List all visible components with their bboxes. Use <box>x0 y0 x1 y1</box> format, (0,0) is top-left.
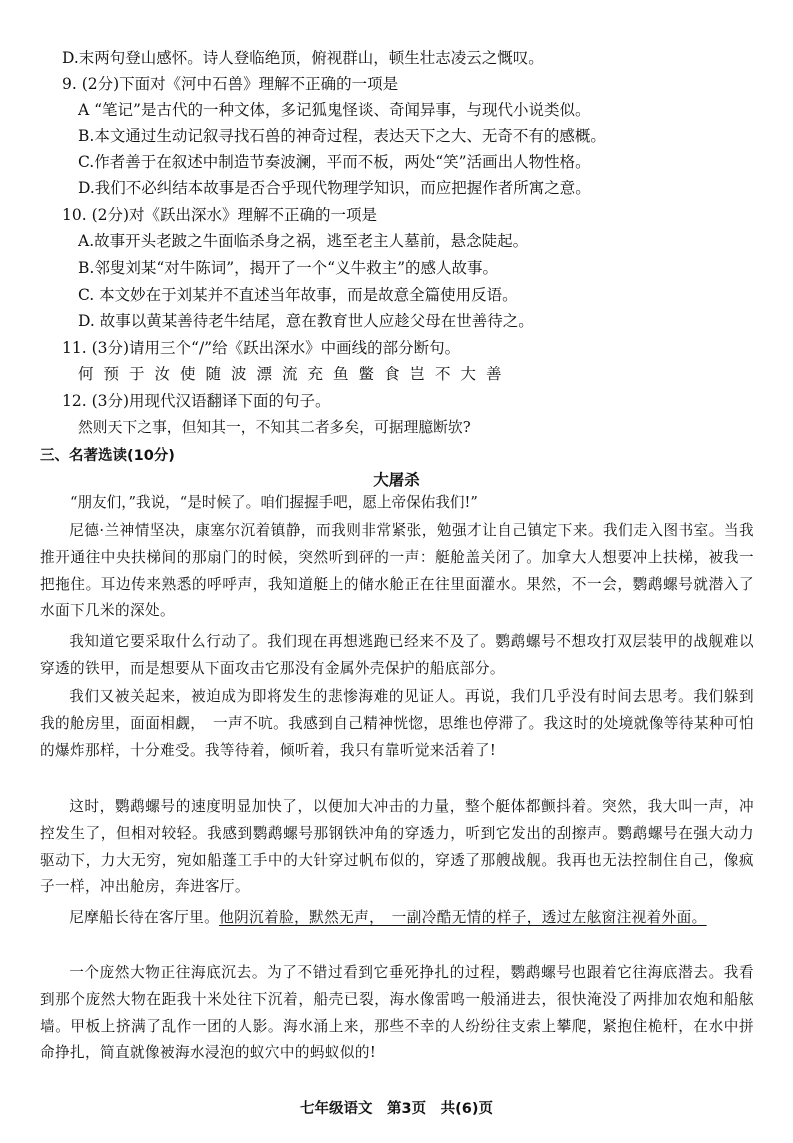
passage-paragraph-4: 我们又被关起来，被迫成为即将发生的悲惨海难的见证人。再说，我们几乎没有时间去思考。我们躲到我的舱房里，面面相觑， 一声不吭。我感到自己精神恍惚，思维也停滞了。我这时的处境就像等待某种可怕的爆炸那样，十分难受。我等待着，倾听着，我只有靠听觉来活着了! <box>40 688 754 759</box>
question-9-option-d: D.我们不必纠结本故事是否合乎现代物理学知识，而应把握作者所寓之意。 <box>78 179 591 197</box>
passage-title: 大屠杀 <box>373 471 420 489</box>
question-10-option-b: B.邻叟刘某“对牛陈词”，揭开了一个“义牛救主”的感人故事。 <box>78 259 499 277</box>
question-12-stem: 12. (3分)用现代汉语翻译下面的句子。 <box>62 392 331 410</box>
question-9-option-b: B.本文通过生动记叙寻找石兽的神奇过程，表达天下之大、无奇不有的感概。 <box>78 127 606 145</box>
question-8-option-d: D.末两句登山感怀。诗人登临绝顶，俯视群山，顿生壮志凌云之慨叹。 <box>62 49 544 67</box>
question-9-option-c: C.作者善于在叙述中制造节奏波澜，平而不板，两处“笑”活画出人物性格。 <box>78 153 591 171</box>
page-footer: 七年级语文 第3页 共(6)页 <box>300 1101 493 1117</box>
passage-paragraph-3: 我知道它要采取什么行动了。我们现在再想逃跑已经来不及了。鹦鹉螺号不想攻打双层装甲的战舰难以穿透的铁甲，而是想要从下面攻击它那没有金属外壳保护的船底部分。 <box>40 633 754 677</box>
passage-paragraph-7: 一个庞然大物正往海底沉去。为了不错过看到它垂死挣扎的过程，鹦鹉螺号也跟着它往海底潜去。我看到那个庞然大物在距我十米处往下沉着，船壳已裂，海水像雷鸣一般涌进去，很快淹没了两排加农炮和船舷墙。甲板上挤满了乱作一团的人影。海水涌上来，那些不幸的人纷纷往支索上攀爬，紧抱住桅杆，在水中拼命挣扎，简直就像被海水浸泡的蚁穴中的蚂蚁似的! <box>40 964 754 1062</box>
question-10-stem: 10. (2分)对《跃出深水》理解不正确的一项是 <box>62 206 378 224</box>
passage-paragraph-1: “朋友们，”我说，“是时候了。咱们握握手吧，愿上帝保佑我们!” <box>70 494 478 511</box>
passage-underlined-sentence: 他阴沉着脸，默然无声， 一副冷酷无情的样子，透过左舷窗注视着外面。 <box>219 909 707 926</box>
question-12-text: 然则天下之事，但知其一，不知其二者多矣，可据理臆断欤? <box>78 419 471 436</box>
question-11-stem: 11. (3分)请用三个“/”给《跃出深水》中画线的部分断句。 <box>62 339 461 357</box>
question-10-option-d: D. 故事以黄某善待老牛结尾，意在教育世人应趁父母在世善待之。 <box>78 312 534 330</box>
passage-paragraph-2: 尼德·兰神情坚决，康塞尔沉着镇静，而我则非常紧张，勉强才让自己镇定下来。我们走入图书室。当我推开通往中央扶梯间的那扇门的时候，突然听到砰的一声：艇舱盖关闭了。加拿大人想要冲上扶梯，被我一把拖住。耳边传来熟悉的呼呼声，我知道艇上的储水舱正在往里面灌水。果然，不一会，鹦鹉螺号就潜入了水面下几米的深处。 <box>40 522 754 620</box>
question-10-option-c: C. 本文妙在于刘某并不直述当年故事，而是故意全篇使用反语。 <box>78 286 518 304</box>
question-10-option-a: A.故事开头老跛之牛面临杀身之祸，逃至老主人墓前，悬念陡起。 <box>78 232 529 250</box>
question-9-option-a: A “笔记”是古代的一种文体，多记狐鬼怪谈、奇闻异事，与现代小说类似。 <box>78 101 591 119</box>
section-3-heading: 三、名著选读(10分) <box>40 448 175 464</box>
question-11-text: 何预于汝使随波漂流充鱼鳖食岂不大善 <box>78 365 512 383</box>
passage-paragraph-6-plain: 尼摩船长待在客厅里。 <box>69 909 220 926</box>
passage-paragraph-5: 这时，鹦鹉螺号的速度明显加快了，以便加大冲击的力量，整个艇体都颤抖着。突然，我大叫一声，冲控发生了，但相对较轻。我感到鹦鹉螺号那钢铁冲角的穿透力，听到它发出的刮擦声。鹦鹉螺号在强大动力驱动下，力大无穷，宛如船蓬工手中的大针穿过帆布似的，穿透了那艘战舰。我再也无法控制住自己，像疯子一样，冲出舱房，奔进客厅。 <box>40 798 754 896</box>
passage-paragraph-6 <box>40 905 754 932</box>
question-9-stem: 9. (2分)下面对《河中石兽》理解不正确的一项是 <box>62 75 399 93</box>
